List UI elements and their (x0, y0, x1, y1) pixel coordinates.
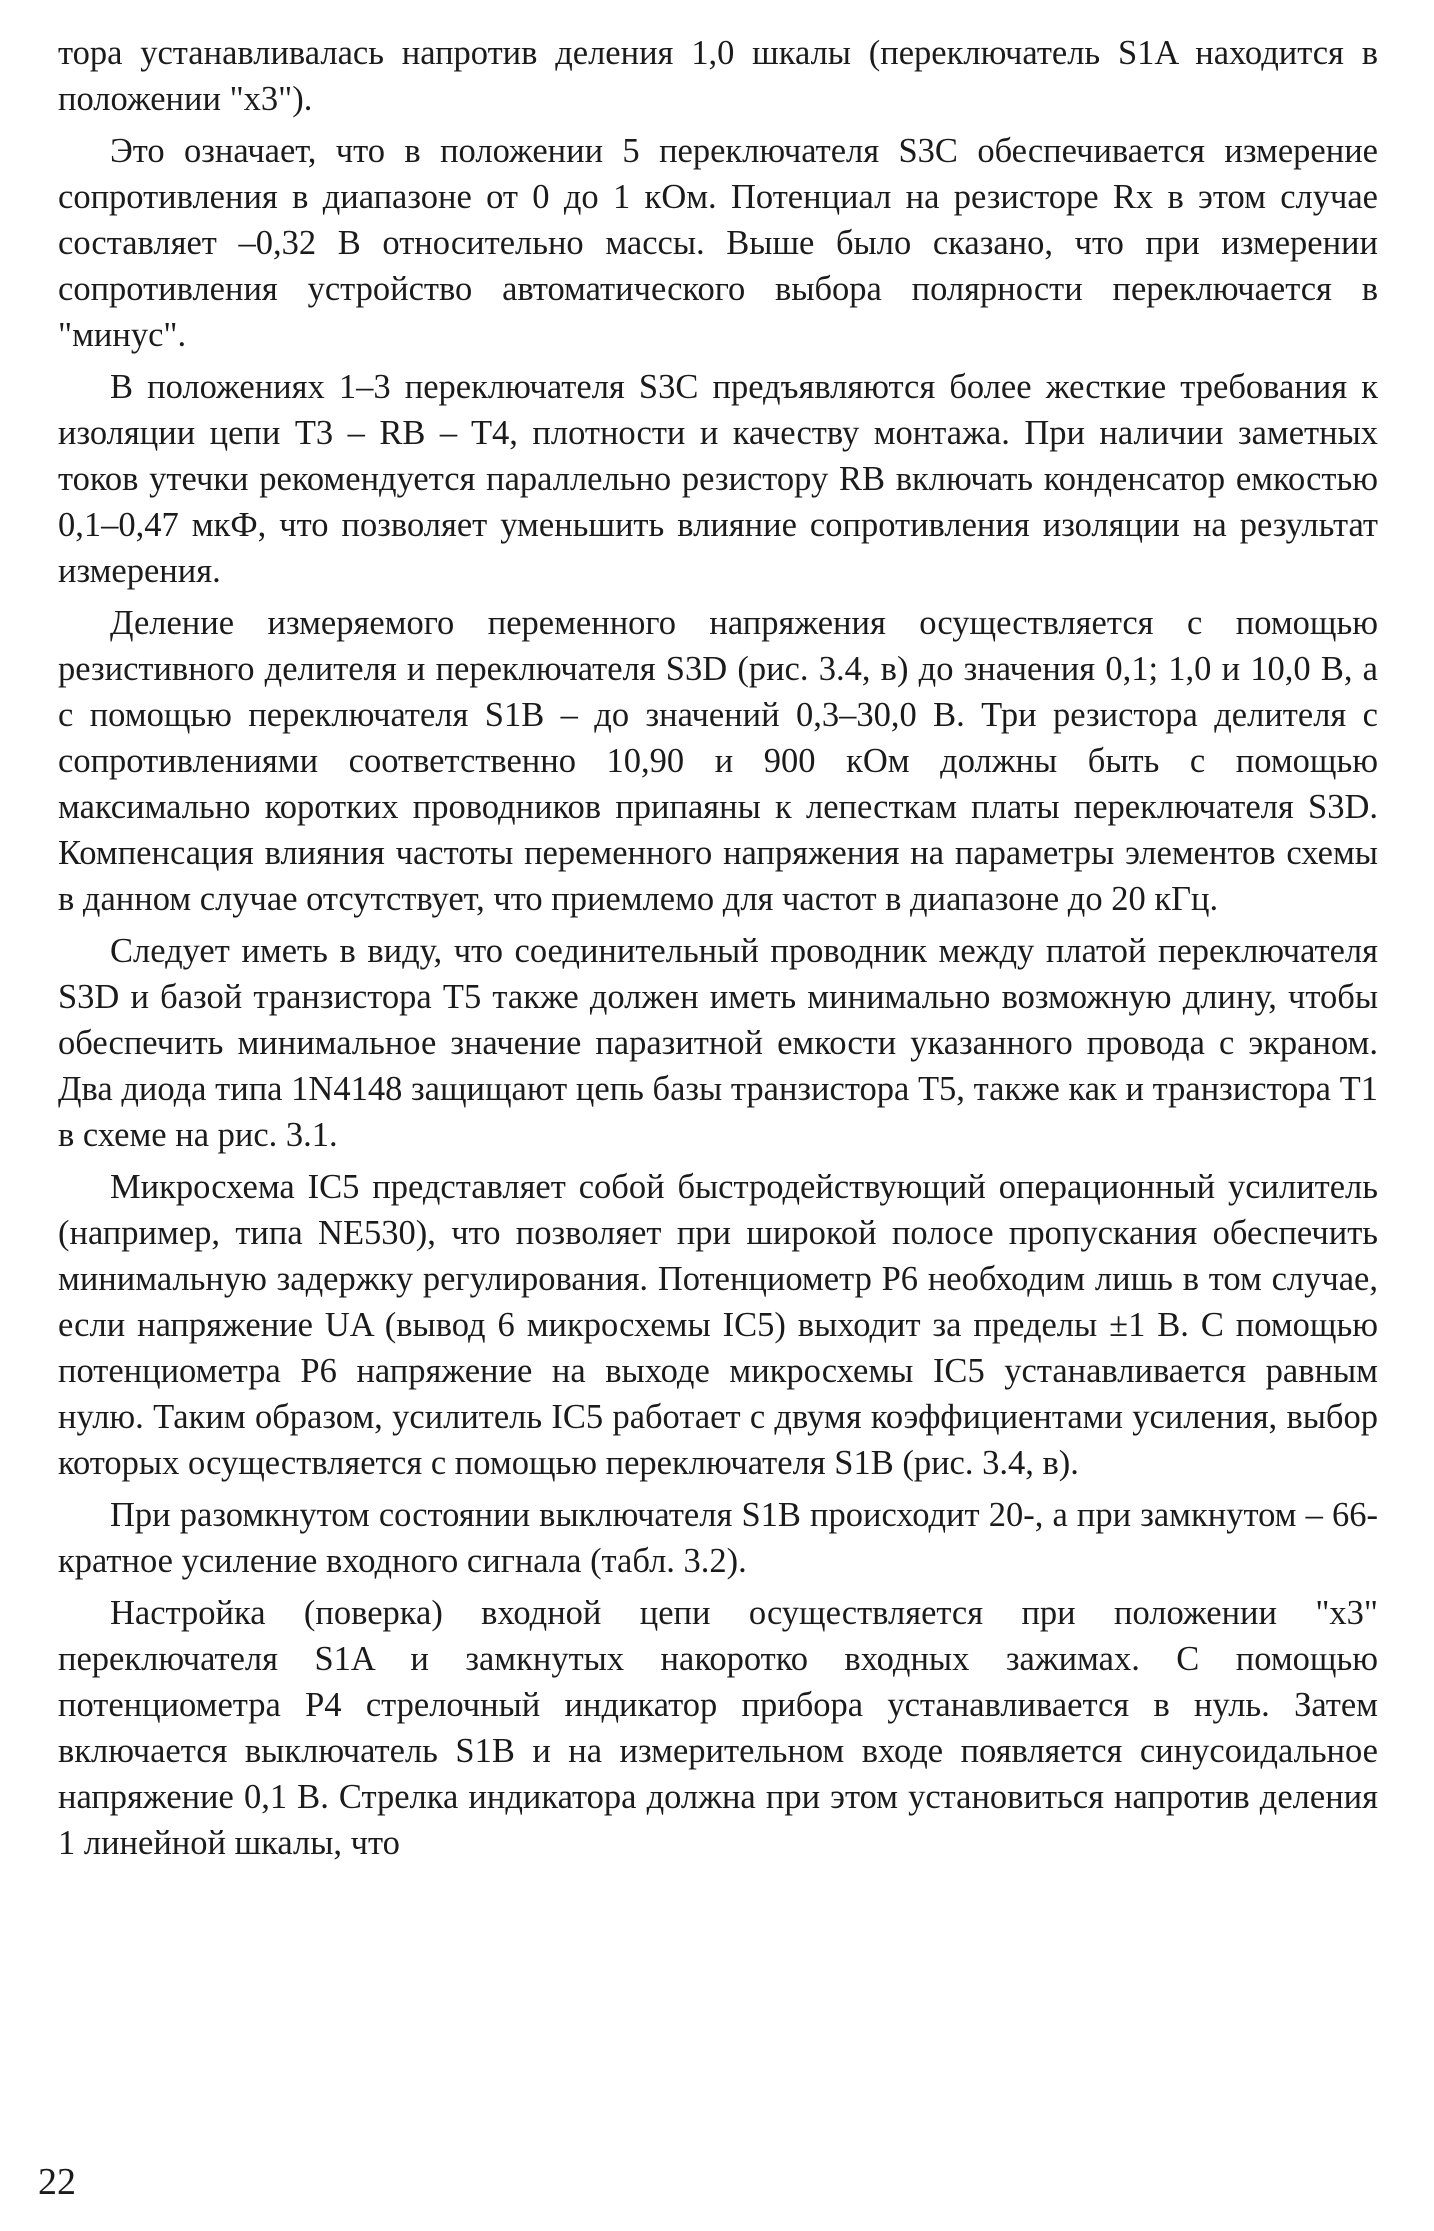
paragraph: Деление измеряемого переменного напряжения осуществляется с помощью резистивного делителя и переключателя S3D (рис. 3.4, в) до значения 0,1; 1,0 и 10,0 В, а с помощью переключателя S1B – до значений 0,3–30,0 В. Три резистора делителя с сопротивлениями соответственно 10,90 и 900 кОм должны быть с помощью максимально коротких проводников припаяны к лепесткам платы переключателя S3D. Компенсация влияния частоты переменного напряжения на параметры элементов схемы в данном случае отсутствует, что приемлемо для частот в диапазоне до 20 кГц. (58, 604, 1378, 918)
paragraph: Это означает, что в положении 5 переключателя S3C обеспечивается измерение сопротивления в диапазоне от 0 до 1 кОм. Потенциал на резисторе Rx в этом случае составляет –0,32 В относительно массы. Выше было сказано, что при измерении сопротивления устройство автоматического выбора полярности переключается в "минус". (58, 132, 1378, 354)
paragraph: При разомкнутом состоянии выключателя S1B происходит 20-, а при замкнутом – 66-кратное усиление входного сигнала (табл. 3.2). (58, 1496, 1378, 1580)
page-number: 22 (38, 2161, 76, 2203)
paragraph: Следует иметь в виду, что соединительный проводник между платой переключателя S3D и базой транзистора T5 также должен иметь минимально возможную длину, чтобы обеспечить минимальное значение паразитной емкости указанного провода с экраном. Два диода типа 1N4148 защищают цепь базы транзистора T5, также как и транзистора T1 в схеме на рис. 3.1. (58, 932, 1378, 1154)
paragraph: В положениях 1–3 переключателя S3C предъявляются более жесткие требования к изоляции цепи T3 – RB – T4, плотности и качеству монтажа. При наличии заметных токов утечки рекомендуется параллельно резистору RB включать конденсатор емкостью 0,1–0,47 мкФ, что позволяет уменьшить влияние сопротивления изоляции на результат измерения. (58, 368, 1378, 590)
paragraph: Настройка (поверка) входной цепи осуществляется при положении "x3" переключателя S1A и замкнутых накоротко входных зажимах. С помощью потенциометра P4 стрелочный индикатор прибора устанавливается в нуль. Затем включается выключатель S1B и на измерительном входе появляется синусоидальное напряжение 0,1 В. Стрелка индикатора должна при этом установиться напротив деления 1 линейной шкалы, что (58, 1594, 1378, 1862)
paragraph-continuation: тора устанавливалась напротив деления 1,0 шкалы (переключатель S1A находится в положении "x3"). (58, 34, 1378, 118)
paragraph: Микросхема IC5 представляет собой быстродействующий операционный усилитель (например, типа NE530), что позволяет при широкой полосе пропускания обеспечить минимальную задержку регулирования. Потенциометр P6 необходим лишь в том случае, если напряжение UA (вывод 6 микросхемы IC5) выходит за пределы ±1 В. С помощью потенциометра P6 напряжение на выходе микросхемы IC5 устанавливается равным нулю. Таким образом, усилитель IC5 работает с двумя коэффициентами усиления, выбор которых осуществляется с помощью переключателя S1B (рис. 3.4, в). (58, 1168, 1378, 1482)
page-body (58, 30, 1378, 1872)
